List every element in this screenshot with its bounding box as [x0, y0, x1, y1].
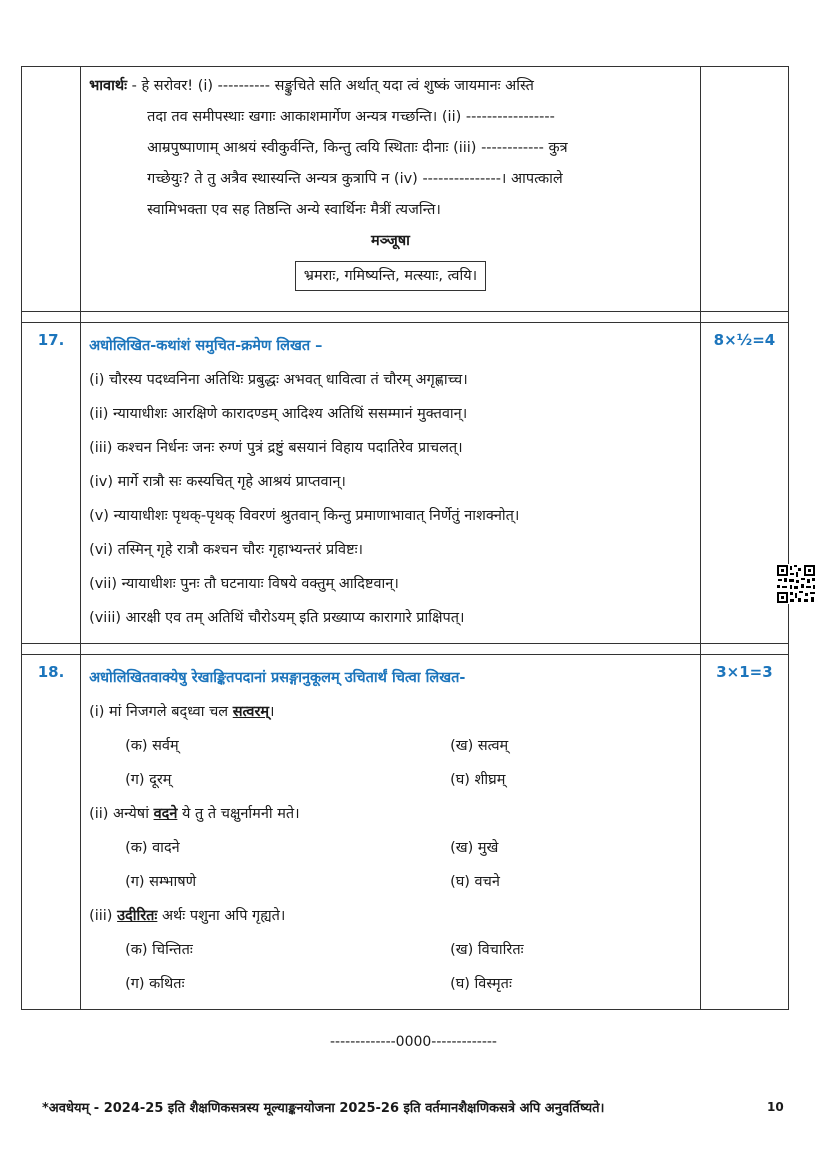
page-number: 10: [767, 1100, 784, 1114]
option: (क) सर्वम्: [125, 738, 179, 754]
q17-item-3: (iii) कश्चन निर्धनः जनः रुग्णं पुत्रं द्रष्टुं बसयानं विहाय पदातिरेव प्राचलत्।: [89, 440, 463, 456]
q18-sub-3: [89, 899, 692, 933]
q18-sub-1-options-row-2: [89, 763, 692, 797]
question-18-row: [22, 655, 789, 1010]
question-18-heading: अधोलिखितवाक्येषु रेखाङ्कितपदानां प्रसङ्गानुकूलम् उचितार्थं चित्वा लिखत-: [89, 670, 466, 686]
question-18-body: [81, 655, 701, 1010]
option: (ख) मुखे: [450, 840, 499, 856]
q18-sub-1: [89, 695, 692, 729]
option: (क) वादने: [125, 840, 180, 856]
question-17-body: [81, 323, 701, 644]
manjusha-title: मञ्जूषा: [371, 233, 410, 249]
q18-sub-2-post: ये तु ते चक्षुर्नामनी मते।: [177, 806, 300, 822]
question-17-row: [22, 323, 789, 644]
question-18-marks: 3×1=3: [700, 655, 788, 1010]
q18-sub-3-options-row-1: [89, 933, 692, 967]
bhavarth-line-1: [89, 71, 692, 102]
q18-sub-3-pre: (iii): [89, 908, 118, 924]
q18-sub-1-pre: (i) मां निजगले बद्ध्वा चल: [89, 704, 233, 720]
bhavarth-line-3: आम्रपुष्पाणाम् आश्रयं स्वीकुर्वन्ति, किन्तु त्वयि स्थिताः दीनाः (iii) ------------ कुत्र: [147, 140, 568, 156]
option: (घ) विस्मृतः: [450, 976, 512, 992]
row-previous-question: [22, 67, 789, 312]
option: (घ) वचने: [450, 874, 500, 890]
q18-sub-1-options-row-1: [89, 729, 692, 763]
q17-item-6: (vi) तस्मिन् गृहे रात्रौ कश्चन चौरः गृहाभ्यन्तरं प्रविष्टः।: [89, 542, 363, 558]
question-18-number: 18.: [22, 655, 81, 1010]
option: (ग) दूरम्: [125, 772, 172, 788]
bhavarth-line-4: गच्छेयुः? ते तु अत्रैव स्थास्यन्ति अन्यत्र कुत्रापि न (iv) ---------------। आपत्काले: [147, 171, 563, 187]
q18-sub-3-underlined-word: उदीरितः: [117, 908, 158, 924]
spacer-row: [22, 312, 789, 323]
q18-sub-2-options-row-2: [89, 865, 692, 899]
q18-sub-3-options-row-2: [89, 967, 692, 1001]
bhavarth-text-1: - हे सरोवर! (i) ---------- सङ्कुचिते सति अर्थात् यदा त्वं शुष्कं जायमानः अस्ति: [127, 78, 534, 94]
footer-note: *अवधेयम् - 2024-25 इति शैक्षणिकसत्रस्य मूल्याङ्कनयोजना 2025-26 इति वर्तमानशैक्षणिकसत्रे अपि अनुवर्तिष्यते।: [42, 1101, 605, 1116]
q18-sub-2: [89, 797, 692, 831]
q17-item-8: (viii) आरक्षी एव तम् अतिथिं चौरोऽयम् इति प्रख्याप्य कारागारे प्राक्षिपत्।: [89, 610, 465, 626]
q17-item-2: (ii) न्यायाधीशः आरक्षिणे कारादण्डम् आदिश्य अतिथिं ससम्मानं मुक्तवान्।: [89, 406, 468, 422]
manjusha-box-wrap: [89, 261, 692, 292]
manjusha-box: भ्रमराः, गमिष्यन्ति, मत्स्याः, त्वयि।: [295, 261, 486, 291]
bhavarth-line-2: तदा तव समीपस्थाः खगाः आकाशमार्गेण अन्यत्र गच्छन्ति। (ii) -----------------: [147, 109, 555, 125]
q18-sub-1-post: ।: [269, 704, 275, 720]
row-a-marks-cell: [700, 67, 788, 312]
option: (घ) शीघ्रम्: [450, 772, 506, 788]
q17-item-1: (i) चौरस्य पदध्वनिना अतिथिः प्रबुद्धः अभवत् धावित्वा तं चौरम् अगृह्णाच्च।: [89, 372, 468, 388]
spacer-row: [22, 644, 789, 655]
option: (ख) सत्वम्: [450, 738, 509, 754]
question-17-marks: 8×½=4: [700, 323, 788, 644]
question-17-heading: अधोलिखित-कथांशं समुचित-क्रमेण लिखत –: [89, 338, 323, 354]
q17-item-5: (v) न्यायाधीशः पृथक्-पृथक् विवरणं श्रुतवान् किन्तु प्रमाणाभावात् निर्णेतुं नाशक्नोत्।: [89, 508, 520, 524]
row-a-num-cell: [22, 67, 81, 312]
bhavarth-line-5: स्वामिभक्ता एव सह तिष्ठन्ति अन्ये स्वार्थिनः मैत्रीं त्यजन्ति।: [147, 202, 441, 218]
q18-sub-2-options-row-1: [89, 831, 692, 865]
bhavarth-label: भावार्थः: [89, 78, 128, 94]
option: (क) चिन्तितः: [125, 942, 193, 958]
q17-item-7: (vii) न्यायाधीशः पुनः तौ घटनायाः विषये वक्तुम् आदिष्टवान्।: [89, 576, 399, 592]
row-a-body: [81, 67, 701, 312]
q18-sub-2-pre: (ii) अन्येषां: [89, 806, 154, 822]
option: (ग) सम्भाषणे: [125, 874, 197, 890]
q18-sub-3-post: अर्थः पशुना अपि गृह्यते।: [157, 908, 286, 924]
q18-sub-1-underlined-word: सत्वरम्: [232, 704, 270, 720]
question-table: [21, 66, 789, 1010]
end-divider: -------------0000-------------: [330, 1034, 497, 1050]
qr-code-icon[interactable]: [776, 564, 816, 604]
q18-sub-2-underlined-word: वदने: [153, 806, 178, 822]
question-17-number: 17.: [22, 323, 81, 644]
option: (ख) विचारितः: [450, 942, 524, 958]
q17-item-4: (iv) मार्गे रात्रौ सः कस्यचित् गृहे आश्रयं प्राप्तवान्।: [89, 474, 346, 490]
option: (ग) कथितः: [125, 976, 185, 992]
